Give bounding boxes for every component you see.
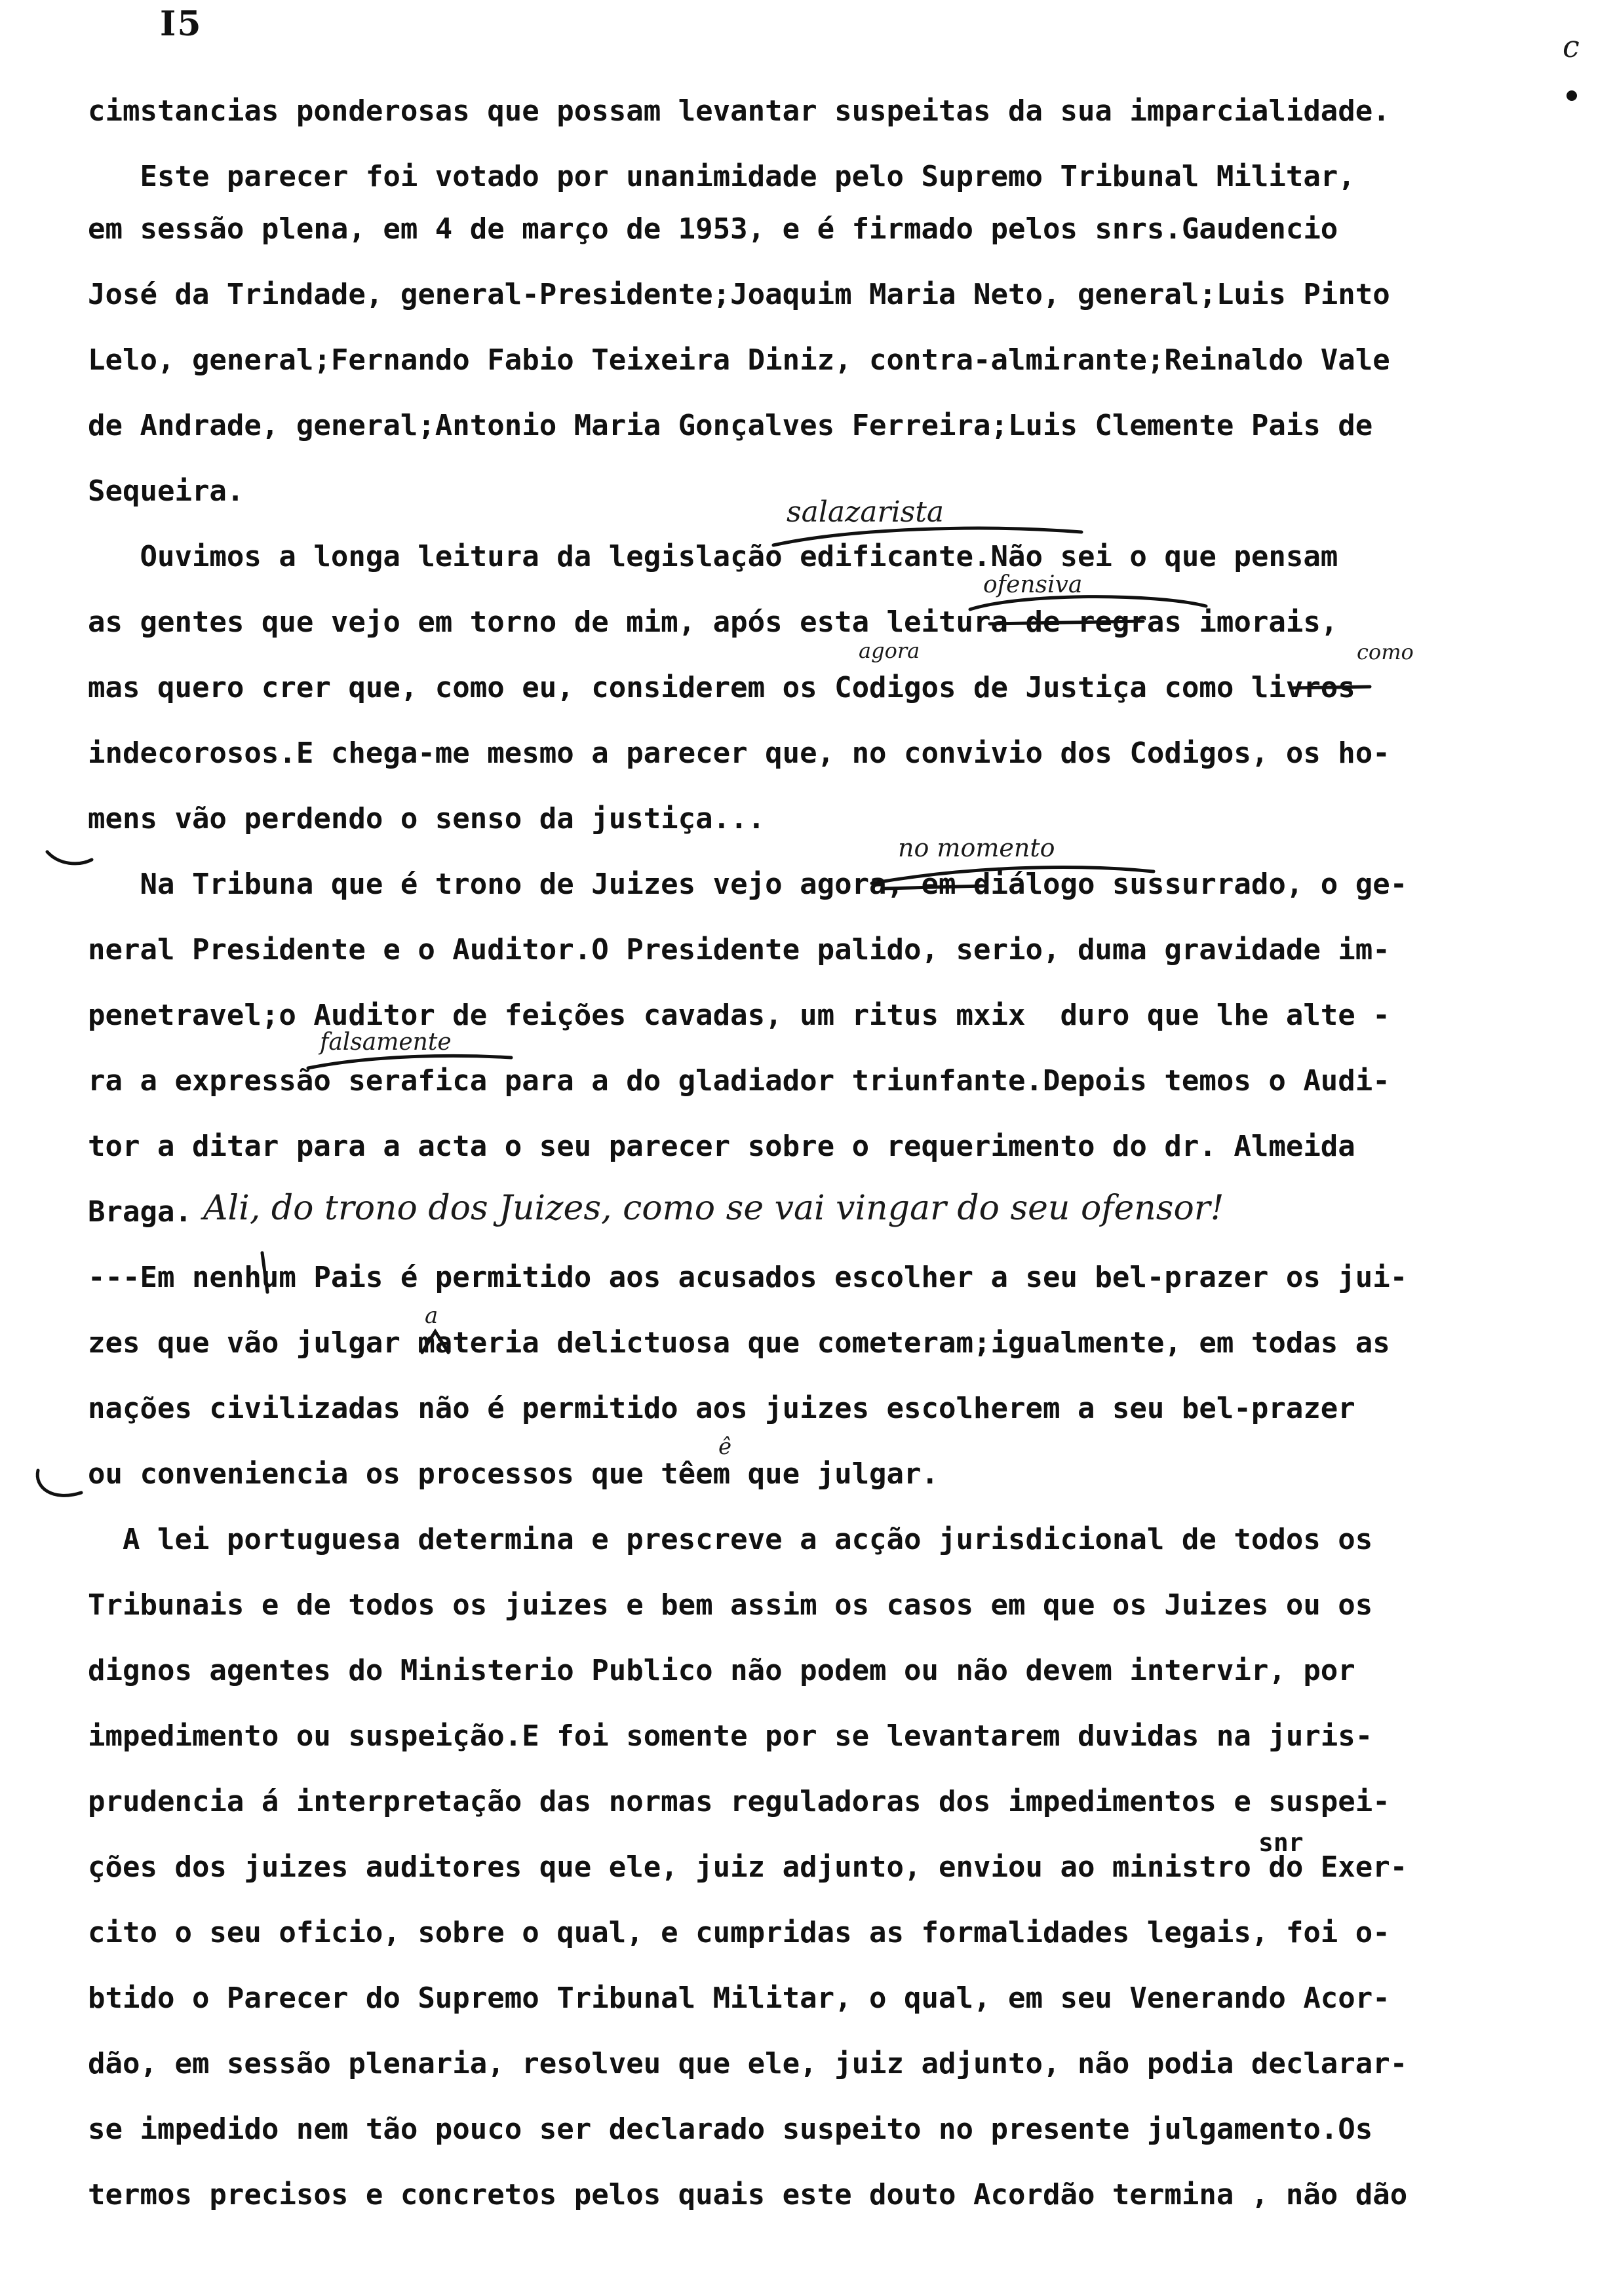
margin-ink-dot [1566, 90, 1577, 101]
text-line-6: de Andrade, general;Antonio Maria Gonçalves Ferreira;Luis Clemente Pais de [88, 409, 1373, 442]
text-line-32: se impedido nem tão pouco ser declarado suspeito no presente julgamento.Os [88, 2113, 1373, 2146]
text-line-25: dignos agentes do Ministerio Publico não podem ou não devem intervir, por [88, 1654, 1355, 1687]
text-line-15: penetravel;o Auditor de feições cavadas, um ritus mxix duro que lhe alte - [88, 999, 1390, 1032]
handwritten-no-momento: no momento [898, 833, 1055, 862]
text-line-17: tor a ditar para a acta o seu parecer sobre o requerimento do dr. Almeida [88, 1130, 1355, 1163]
handwritten-como: como [1357, 640, 1414, 664]
text-line-10: mas quero crer que, como eu, considerem os Codigos de Justiça como livros [88, 671, 1355, 704]
text-line-23: A lei portuguesa determina e prescreve a acção jurisdicional de todos os [88, 1523, 1373, 1556]
text-line-7: Sequeira. [88, 474, 244, 508]
text-line-4: José da Trindade, general-Presidente;Joaquim Maria Neto, general;Luis Pinto [88, 278, 1390, 311]
text-line-22: ou conveniencia os processos que têem que julgar. [88, 1457, 939, 1491]
text-line-2: Este parecer foi votado por unanimidade pelo Supremo Tribunal Militar, [88, 160, 1355, 193]
text-line-13: Na Tribuna que é trono de Juizes vejo agora, em diálogo sussurrado, o ge- [88, 868, 1408, 901]
text-line-1: cimstancias ponderosas que possam levantar suspeitas da sua imparcialidade. [88, 94, 1390, 128]
text-line-14: neral Presidente e o Auditor.O Presidente palido, serio, duma gravidade im- [88, 933, 1390, 966]
text-line-16: ra a expressão serafica para a do gladiador triunfante.Depois temos o Audi- [88, 1064, 1390, 1098]
handwritten-a-insert: a [425, 1303, 438, 1329]
text-line-21: nações civilizadas não é permitido aos juizes escolherem a seu bel-prazer [88, 1392, 1355, 1425]
text-line-9: as gentes que vejo em torno de mim, após esta leitura de regras imorais, [88, 605, 1338, 639]
handwritten-braga-note: Ali, do trono dos Juizes, como se vai vingar do seu ofensor! [203, 1189, 1224, 1228]
handwritten-agora: agora [859, 638, 920, 663]
handwritten-ofensiva: ofensiva [983, 571, 1083, 598]
page-number: I5 [160, 4, 203, 44]
text-line-12: mens vão perdendo o senso da justiça... [88, 802, 766, 835]
margin-c-annotation: c [1563, 29, 1580, 64]
text-line-27: prudencia á interpretação das normas reguladoras dos impedimentos e suspei- [88, 1785, 1390, 1818]
text-line-5: Lelo, general;Fernando Fabio Teixeira Diniz, contra-almirante;Reinaldo Vale [88, 343, 1390, 377]
margin-bracket-1 [47, 852, 92, 864]
margin-bracket-2 [37, 1470, 81, 1495]
text-line-24: Tribunais e de todos os juizes e bem assim os casos em que os Juizes ou os [88, 1588, 1373, 1622]
text-line-8: Ouvimos a longa leitura da legislação edificante.Não sei o que pensam [88, 540, 1338, 573]
text-line-26: impedimento ou suspeição.E foi somente por se levantarem duvidas na juris- [88, 1719, 1373, 1753]
handwritten-circumflex: ê [718, 1434, 732, 1460]
handwritten-salazarista: salazarista [787, 495, 944, 529]
typed-snr-insert: snr [1258, 1828, 1304, 1857]
text-line-31: dão, em sessão plenaria, resolveu que ele, juiz adjunto, não podia declarar- [88, 2047, 1408, 2080]
text-line-19: ---Em nenhum Pais é permitido aos acusados escolher a seu bel-prazer os jui- [88, 1261, 1408, 1294]
text-line-11: indecorosos.E chega-me mesmo a parecer que, no convivio dos Codigos, os ho- [88, 737, 1390, 770]
text-line-3: em sessão plena, em 4 de março de 1953, e é firmado pelos snrs.Gaudencio [88, 212, 1338, 246]
handwritten-falsamente: falsamente [320, 1029, 452, 1056]
text-line-30: btido o Parecer do Supremo Tribunal Militar, o qual, em seu Venerando Acor- [88, 1981, 1390, 2015]
text-line-18: Braga. [88, 1195, 192, 1229]
text-line-20: zes que vão julgar materia delictuosa que cometeram;igualmente, em todas as [88, 1326, 1390, 1360]
text-line-28: ções dos juizes auditores que ele, juiz adjunto, enviou ao ministro do Exer- [88, 1850, 1408, 1884]
text-line-33: termos precisos e concretos pelos quais este douto Acordão termina , não dão [88, 2178, 1408, 2211]
text-line-29: cito o seu oficio, sobre o qual, e cumpridas as formalidades legais, foi o- [88, 1916, 1390, 1949]
